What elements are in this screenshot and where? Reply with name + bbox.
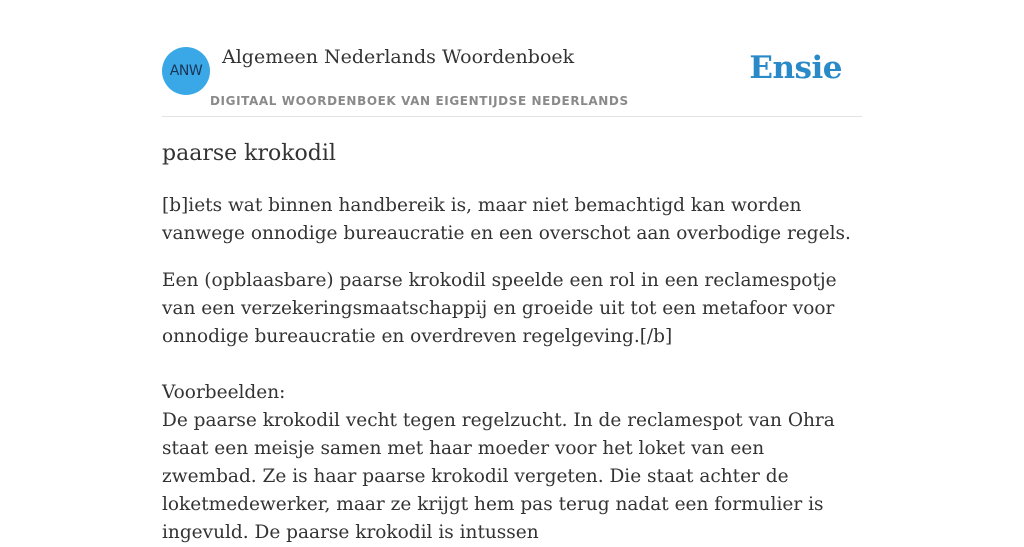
site-subtitle: DIGITAAL WOORDENBOEK VAN EIGENTIJDSE NEDERLANDS	[210, 94, 629, 108]
examples-heading: Voorbeelden:	[162, 382, 286, 403]
entry-content	[162, 138, 862, 547]
examples-text: De paarse krokodil vecht tegen regelzucht. In de reclamespot van Ohra staat een meisje samen met haar moeder voor het loket van een zwembad. Ze is haar paarse krokodil vergeten. Die staat achter de loketmedewerker, maar ze krijgt hem pas terug nadat een formulier is ingevuld. De paarse krokodil is intussen	[162, 410, 835, 543]
site-title[interactable]: Algemeen Nederlands Woordenboek	[222, 46, 575, 68]
ensie-brand-logo[interactable]: Ensie	[749, 50, 842, 86]
site-header	[162, 0, 862, 117]
anw-logo[interactable]	[162, 47, 210, 95]
entry-title: paarse krokodil	[162, 141, 336, 166]
anw-logo-text: ANW	[169, 63, 203, 79]
entry-explanation: Een (opblaasbare) paarse krokodil speelde een rol in een reclamespotje van een verzekeringsmaatschappij en groeide uit tot een metafoor voor onnodige bureaucratie en overdreven regelgeving.[/b]	[162, 270, 837, 347]
entry-definition: [b]iets wat binnen handbereik is, maar niet bemachtigd kan worden vanwege onnodige bureaucratie en een overschot aan overbodige regels.	[162, 195, 851, 244]
